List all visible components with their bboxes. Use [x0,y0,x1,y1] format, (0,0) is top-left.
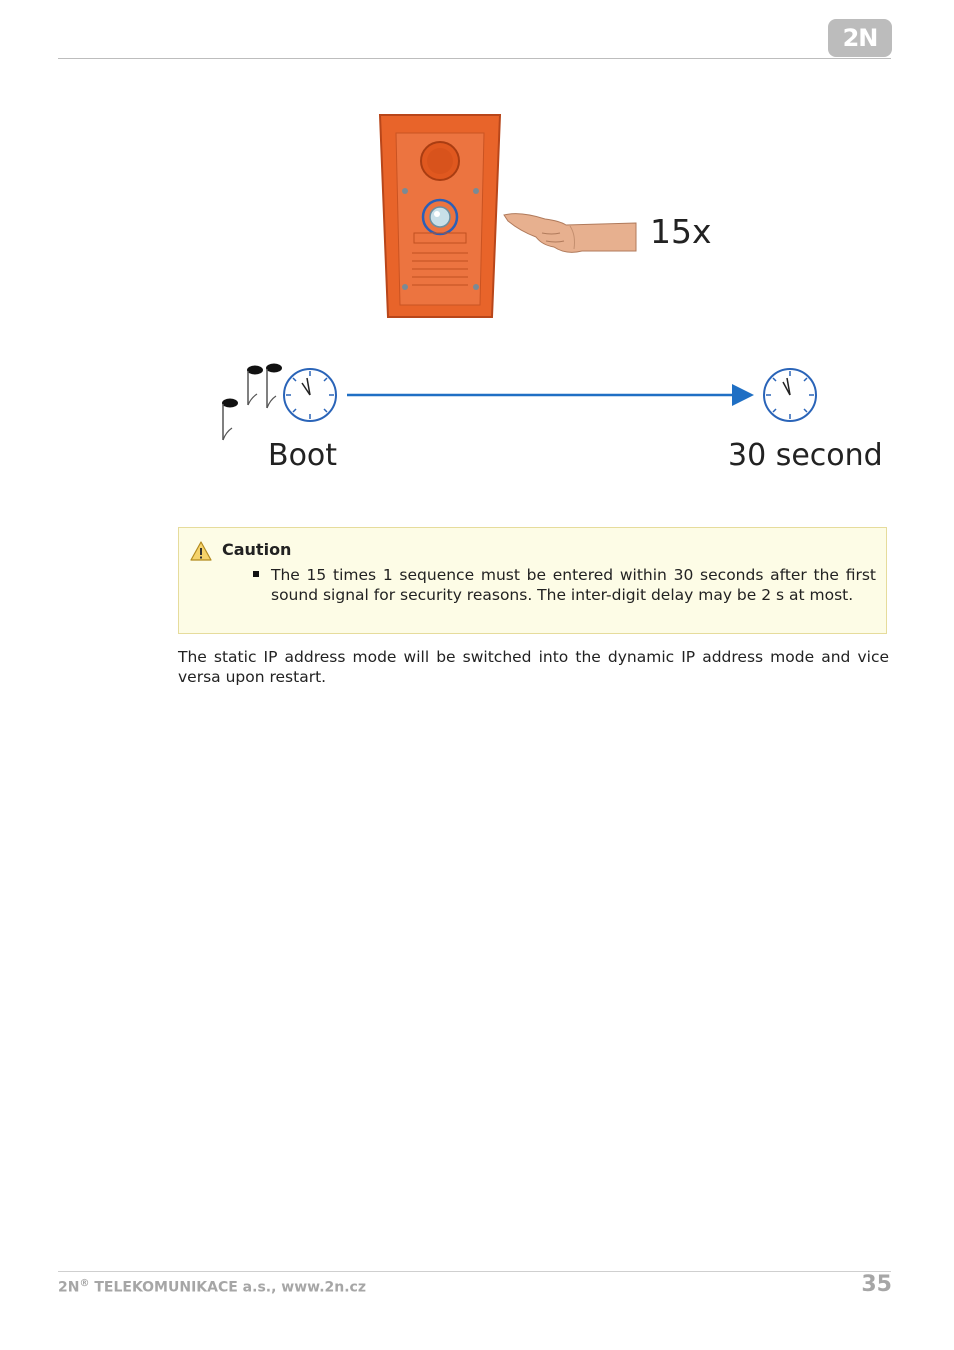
pointing-hand-icon [504,214,636,253]
sound-signal-icon [222,364,282,441]
footer-company-text: TELEKOMUNIKACE a.s., www.2n.cz [89,1279,366,1296]
warning-triangle-icon [190,540,212,562]
timeout-label: 30 second [728,438,883,473]
page-number: 35 [861,1272,892,1297]
footer-brand: 2N [58,1279,80,1296]
logo-text: 2N [828,19,892,57]
footer-company [58,1278,366,1296]
caution-title: Caution [222,540,292,559]
body-paragraph: The static IP address mode will be switched into the dynamic IP address mode and vice versa upon restart. [178,648,889,686]
caution-item-text: The 15 times 1 sequence must be entered within 30 seconds after the first sound signal for security reasons. The inter-digit delay may be 2 s at most. [271,566,876,604]
boot-label: Boot [268,438,338,473]
end-clock-icon [764,369,816,421]
brand-logo [828,19,892,57]
footer-divider [58,1271,891,1272]
caution-item [271,566,876,605]
timeline-arrow [347,384,754,406]
press-count-label: 15x [650,212,712,251]
intercom-unit [380,115,500,317]
registered-mark: ® [79,1278,90,1289]
start-clock-icon [284,369,336,421]
caution-box [178,527,887,634]
header-divider [58,58,891,59]
bullet-icon [253,571,259,577]
caution-list [271,566,876,605]
